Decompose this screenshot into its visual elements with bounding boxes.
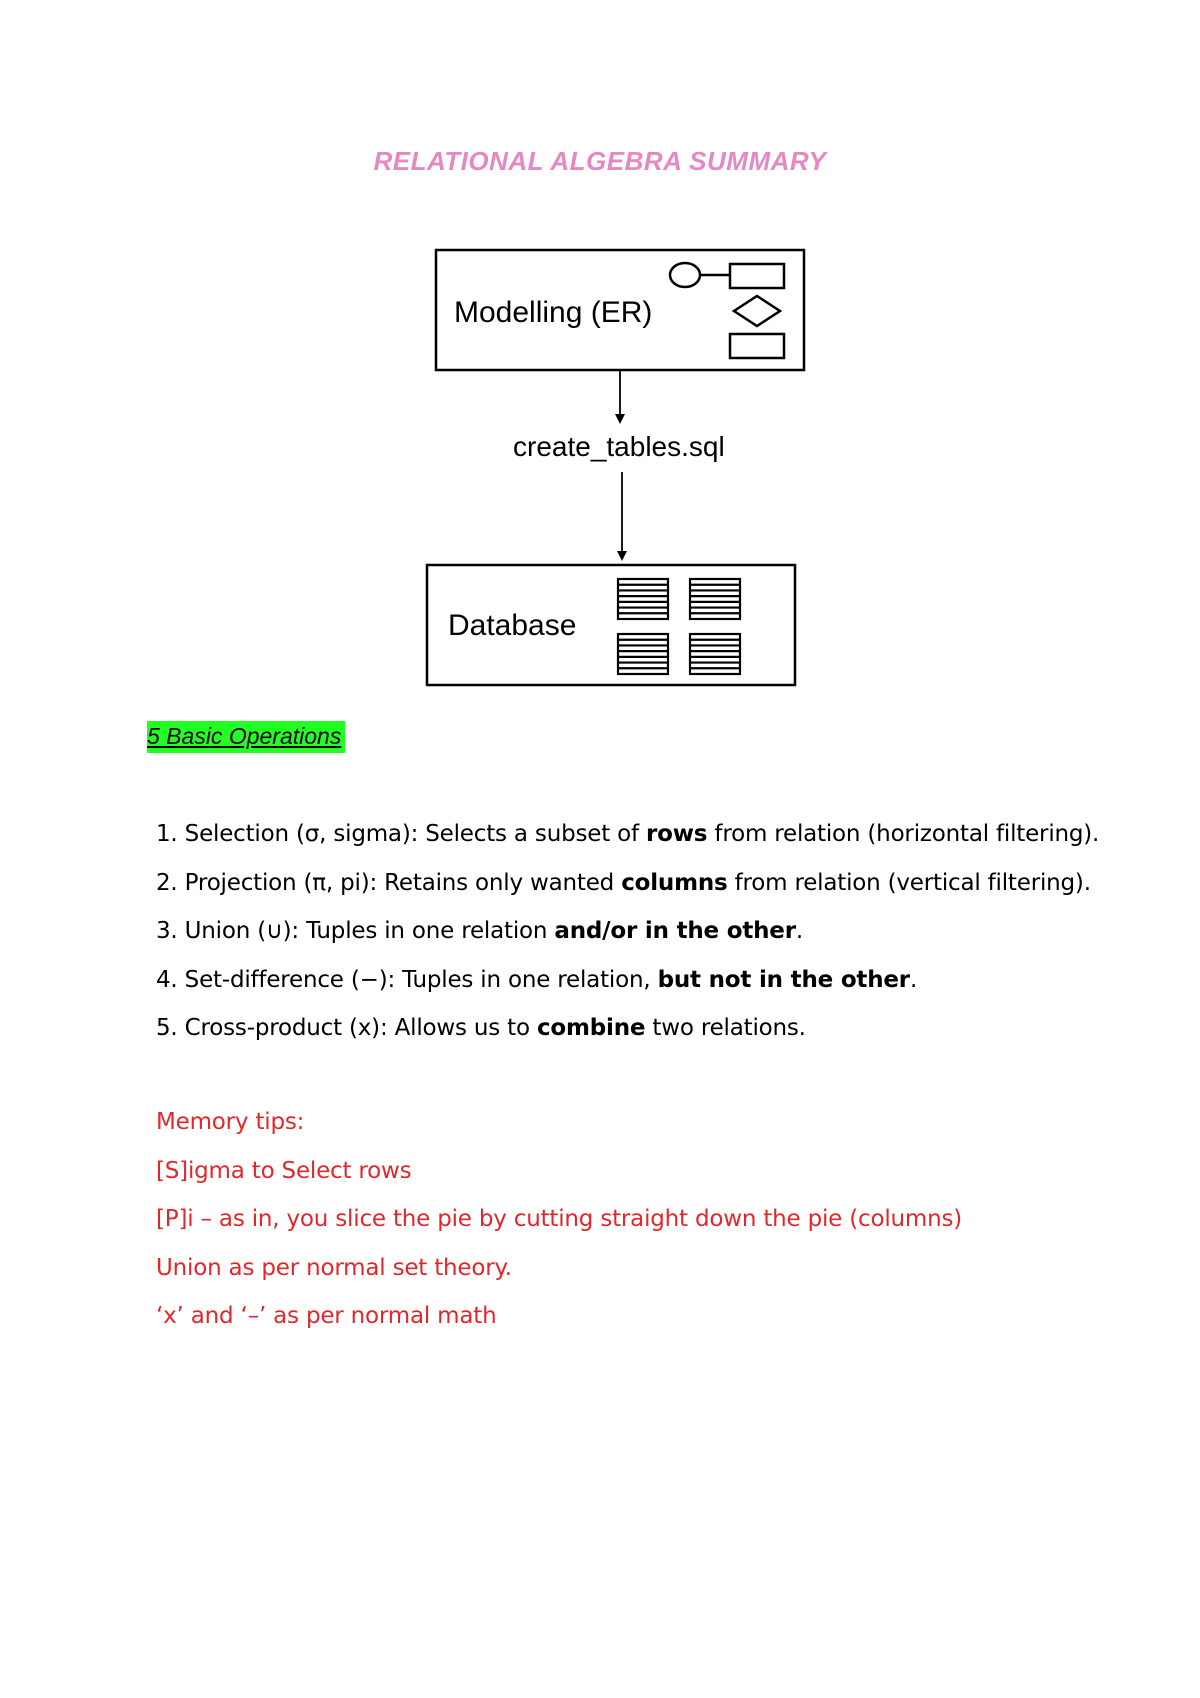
diagram-graphics (0, 0, 1200, 720)
list-item: 1. Selection (σ, sigma): Selects a subset of rows from relation (horizontal filtering). (156, 821, 1100, 847)
sql-file-label: create_tables.sql (513, 431, 725, 462)
list-item: [P]i – as in, you slice the pie by cutting straight down the pie (columns) (156, 1206, 963, 1232)
list-item: Union as per normal set theory. (156, 1254, 512, 1281)
arrow-down-icon (615, 371, 625, 424)
list-item: 3. Union (∪): Tuples in one relation and/or in the other. (156, 918, 803, 944)
list-item: 2. Projection (π, pi): Retains only wanted columns from relation (vertical filtering). (156, 869, 1091, 896)
memory-tips-heading: Memory tips: (156, 1109, 305, 1135)
database-box-label: Database (448, 609, 577, 642)
section-heading: 5 Basic Operations (147, 721, 345, 753)
page-title: RELATIONAL ALGEBRA SUMMARY (373, 146, 827, 176)
operations-list (156, 810, 1099, 1053)
list-item: 4. Set-difference (−): Tuples in one relation, but not in the other. (156, 966, 918, 993)
modelling-box-label: Modelling (ER) (454, 296, 653, 329)
memory-tips (156, 1098, 962, 1341)
list-item: 5. Cross-product (x): Allows us to combine two relations. (156, 1015, 806, 1041)
list-item: [S]igma to Select rows (156, 1157, 412, 1184)
list-item: ‘x’ and ‘–’ as per normal math (156, 1303, 497, 1329)
arrow-down-icon (617, 472, 627, 561)
er-to-database-diagram (0, 0, 1200, 720)
